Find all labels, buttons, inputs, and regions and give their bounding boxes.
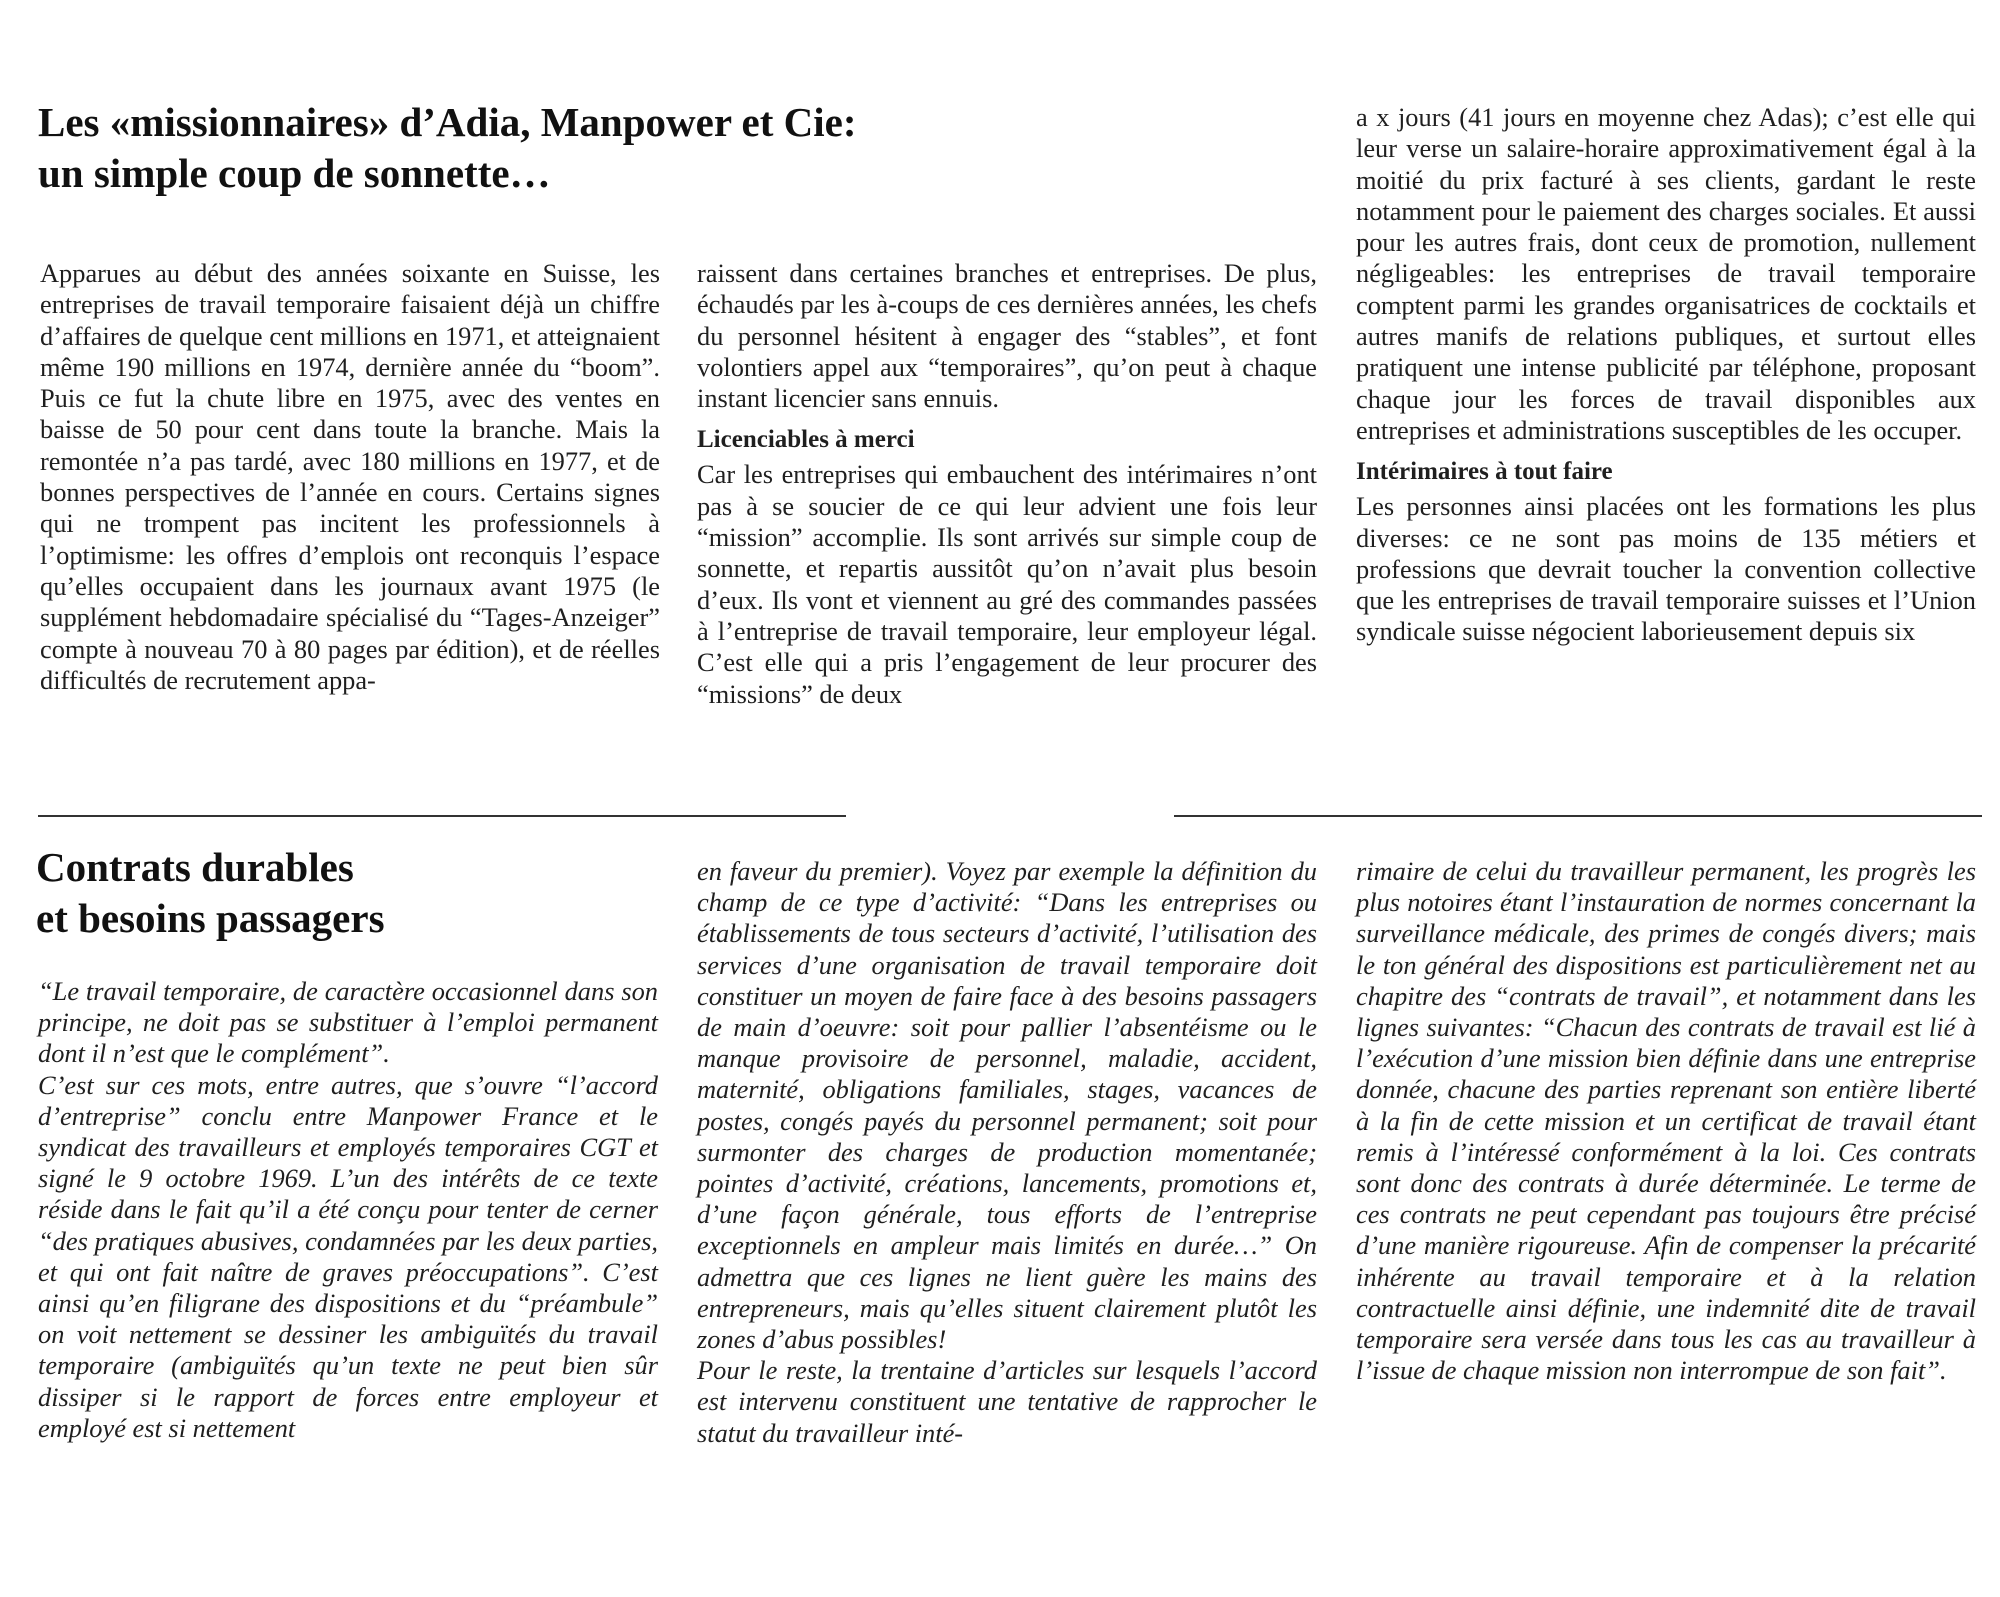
article1-title-line2: un simple coup de sonnette… xyxy=(38,150,551,196)
article2-col1-paragraph-1: “Le travail temporaire, de caractère occasionnel dans son principe, ne doit pas se substituer à l’emploi permanent dont il n’est que le complément”. xyxy=(38,976,658,1069)
article2-column-2 xyxy=(697,856,1317,1449)
article2-col2-paragraph-1: en faveur du premier). Voyez par exemple la définition du champ de ce type d’activité: “Dans les entreprises ou établissements de tous secteurs d’activité, l’utilisation des services d’une organisation de travail temporaire doit constituer un moyen de faire face à des besoins passagers de main d’oeuvre: soit pour pallier l’absentéisme ou le manque provisoire de personnel, maladie, accident, maternité, obligations familiales, stages, vacances de postes, congés payés du personnel permanent; soit pour surmonter des charges de production momentanée; pointes d’activité, créations, lancements, promotions et, d’une façon générale, tous efforts de l’entreprise exceptionnels en ampleur mais limités en durée…” On admettra que ces lignes ne lient guère les mains des entrepreneurs, mais qu’elles situent clairement plutôt les zones d’abus possibles! xyxy=(697,856,1317,1355)
section-divider-left xyxy=(38,815,846,817)
article1-column-2 xyxy=(697,258,1317,710)
article2-column-1 xyxy=(38,976,658,1444)
subhead-licenciables: Licenciables à merci xyxy=(697,426,915,454)
article1-column-3 xyxy=(1356,102,1976,648)
article1-col3-paragraph-2: Les personnes ainsi placées ont les formations les plus diverses: ce ne sont pas moins de 135 métiers et professions que devrait toucher la convention collective que les entreprises de travail temporaire suisses et l’Union syndicale suisse négocient laborieusement depuis six xyxy=(1356,491,1976,647)
article2-column-3 xyxy=(1356,856,1976,1386)
article2-col1-paragraph-2: C’est sur ces mots, entre autres, que s’ouvre “l’accord d’entreprise” conclu entre Manpower France et le syndicat des travailleurs et employés temporaires CGT et signé le 9 octobre 1969. L’un des intérêts de ce texte réside dans le fait qu’il a été conçu pour tenter de cerner “des pratiques abusives, condamnées par les deux parties, et qui ont fait naître de graves préoccupations”. C’est ainsi qu’en filigrane des dispositions et du “préambule” on voit nettement se dessiner les ambiguïtés du travail temporaire (ambiguïtés qu’un texte ne peut bien sûr dissiper si le rapport de forces entre employeur et employé est si nettement xyxy=(38,1069,658,1443)
article1-col3-paragraph-1: a x jours (41 jours en moyenne chez Adas); c’est elle qui leur verse un salaire-horaire approximativement égal à la moitié du prix facturé à ses clients, gardant le reste notamment pour le paiement des charges sociales. Et aussi pour les autres frais, dont ceux de promotion, nullement négligeables: les entreprises de travail temporaire comptent parmi les grandes organisatrices de cocktails et autres manifs de relations publiques, et surtout elles pratiquent une intense publicité par téléphone, proposant chaque jour les forces de travail disponibles aux entreprises et administrations susceptibles de les occuper. xyxy=(1356,102,1976,445)
article2-col3-paragraph-1: rimaire de celui du travailleur permanent, les progrès les plus notoires étant l’instauration de normes concernant la surveillance médicale, des primes de congés divers; mais le ton général des dispositions est particulièrement net au chapitre des “contrats de travail”, et notamment dans les lignes suivantes: “Chacun des contrats de travail est lié à l’exécution d’une mission bien définie dans une entreprise donnée, chacune des parties reprenant son entière liberté à la fin de cette mission et un certificat de travail étant remis à l’intéressé conformément à la loi. Ces contrats sont donc des contrats à durée déterminée. Le terme de ces contrats ne peut cependant pas toujours être précisé d’une manière rigoureuse. Afin de compenser la précarité inhérente au travail temporaire et à la relation contractuelle ainsi définie, une indemnité dite de travail temporaire sera versée dans tous les cas au travailleur à l’issue de chaque mission non interrompue de son fait”. xyxy=(1356,856,1976,1386)
article2-title-line1: Contrats durables xyxy=(36,844,354,890)
article1-col2-paragraph-1: raissent dans certaines branches et entreprises. De plus, échaudés par les à-coups de ces dernières années, les chefs du personnel hésitent à engager des “stables”, et font volontiers appel aux “temporaires”, qu’on peut à chaque instant licencier sans ennuis. xyxy=(697,258,1317,414)
article1-column-1 xyxy=(40,258,660,696)
article1-title-line1: Les «missionnaires» d’Adia, Manpower et Cie: xyxy=(38,99,857,145)
article1-col2-paragraph-2: Car les entreprises qui embauchent des intérimaires n’ont pas à se soucier de ce qui leur advient une fois leur “mission” accomplie. Ils sont arrivés sur simple coup de sonnette, et repartis aussitôt qu’on n’avait plus besoin d’eux. Ils vont et viennent au gré des commandes passées à l’entreprise de travail temporaire, leur employeur légal. C’est elle qui a pris l’engagement de leur procurer des “missions” de deux xyxy=(697,459,1317,709)
article2-title-line2: et besoins passagers xyxy=(36,895,385,941)
section-divider-right xyxy=(1174,815,1982,817)
article1-col1-paragraph: Apparues au début des années soixante en Suisse, les entreprises de travail temporaire faisaient déjà un chiffre d’affaires de quelque cent millions en 1971, et atteignaient même 190 millions en 1974, dernière année du “boom”. Puis ce fut la chute libre en 1975, avec des ventes en baisse de 50 pour cent dans toute la branche. Mais la remontée n’a pas tardé, avec 180 millions en 1977, et de bonnes perspectives de l’année en cours. Certains signes qui ne trompent pas incitent les professionnels à l’optimisme: les offres d’emplois ont reconquis l’espace qu’elles occupaient dans les journaux avant 1975 (le supplément hebdomadaire spécialisé du “Tages-Anzeiger” compte à nouveau 70 à 80 pages par édition), et de réelles difficultés de recrutement appa- xyxy=(40,258,660,695)
article-contrats-durables xyxy=(0,820,2000,1597)
subhead-interimaires: Intérimaires à tout faire xyxy=(1356,458,1613,486)
article2-headline xyxy=(36,842,385,944)
article2-col2-paragraph-2: Pour le reste, la trentaine d’articles sur lesquels l’accord est intervenu constituent une tentative de rapprocher le statut du travailleur inté- xyxy=(697,1355,1317,1448)
article1-headline xyxy=(38,97,856,199)
